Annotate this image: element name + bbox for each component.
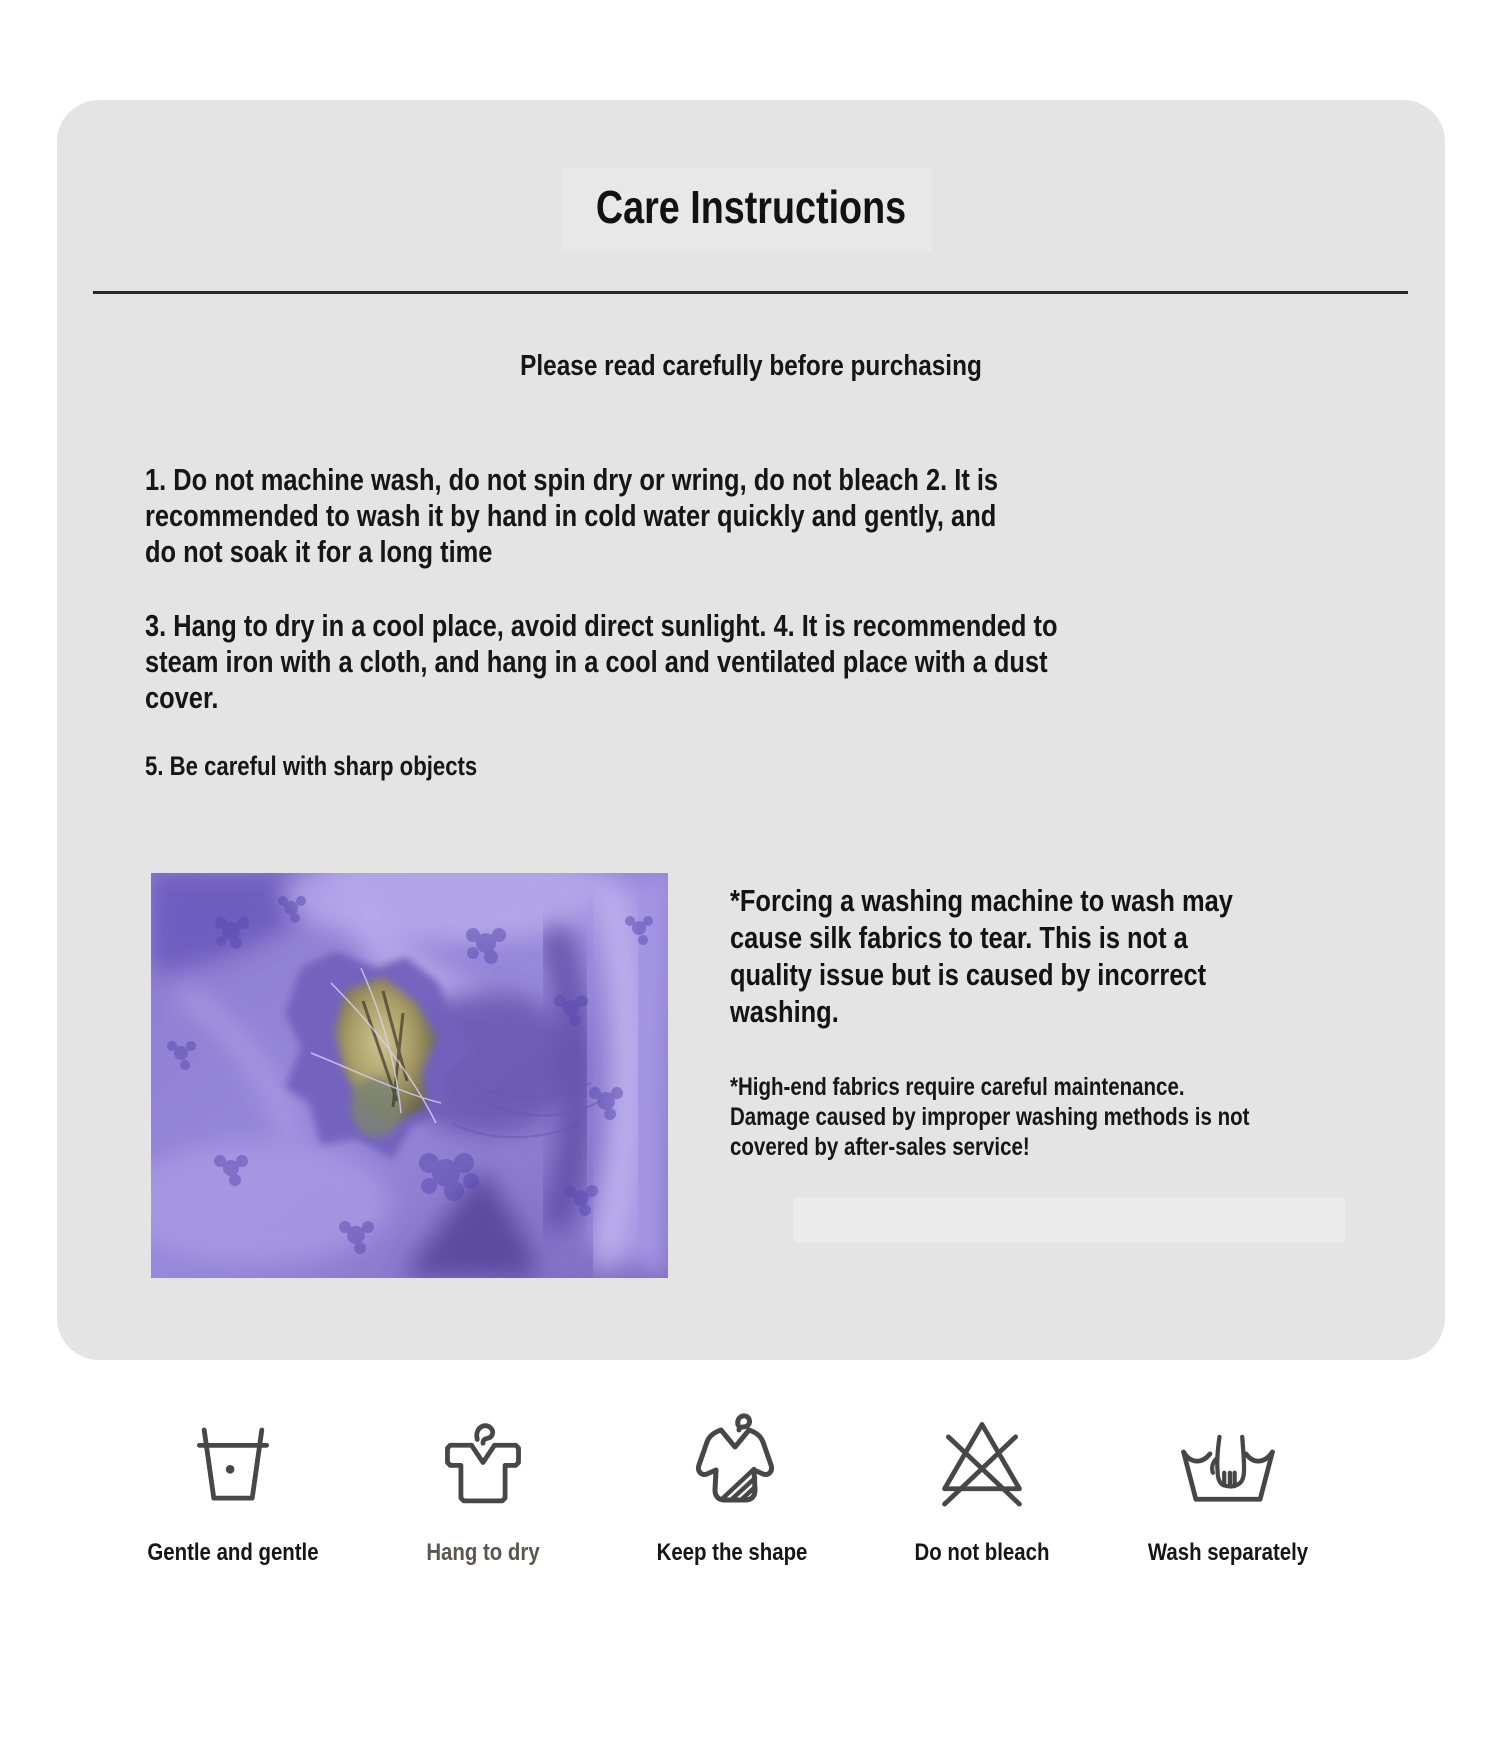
hand-wash-basin-icon xyxy=(1176,1431,1280,1507)
instruction-line: 1. Do not machine wash, do not spin dry or wring, do not bleach 2. It is xyxy=(145,462,999,497)
instruction-paragraph-3 xyxy=(145,750,477,782)
instruction-line: steam iron with a cloth, and hang in a cool and ventilated place with a dust xyxy=(145,644,1048,679)
care-instructions-card xyxy=(57,100,1445,1360)
icon-box xyxy=(113,1395,353,1507)
instruction-line: do not soak it for a long time xyxy=(145,534,493,569)
icon-box xyxy=(612,1395,852,1507)
purple-silk-fabric-image xyxy=(151,873,668,1278)
warning-line: covered by after-sales service! xyxy=(730,1133,1030,1161)
warning-line: *High-end fabrics require careful maintenance. xyxy=(730,1073,1185,1101)
highlight-band xyxy=(793,1197,1345,1243)
subtitle: Please read carefully before purchasing xyxy=(520,350,982,382)
instruction-line: 3. Hang to dry in a cool place, avoid direct sunlight. 4. It is recommended to xyxy=(145,608,1058,643)
care-symbol-label: Keep the shape xyxy=(656,1539,808,1566)
page-title: Care Instructions xyxy=(595,181,907,233)
after-sales-warning xyxy=(730,1072,1249,1162)
gentle-wash-basin-icon xyxy=(185,1425,281,1507)
instruction-line: cover. xyxy=(145,680,219,715)
care-symbol-label: Gentle and gentle xyxy=(147,1539,319,1566)
care-symbol-label: Wash separately xyxy=(1147,1539,1309,1566)
instruction-line: recommended to wash it by hand in cold water quickly and gently, and xyxy=(145,498,997,533)
warning-line: *Forcing a washing machine to wash may xyxy=(730,883,1233,918)
care-symbol-label: Do not bleach xyxy=(914,1539,1050,1566)
instruction-line: 5. Be careful with sharp objects xyxy=(145,751,478,781)
instruction-paragraph-2 xyxy=(145,608,1057,716)
care-symbols-row xyxy=(0,1395,1500,1595)
care-symbol-wash-separately xyxy=(1108,1395,1348,1567)
do-not-bleach-icon xyxy=(934,1411,1030,1507)
fabric-damage-photo xyxy=(151,873,668,1278)
care-symbol-label: Hang to dry xyxy=(426,1539,540,1566)
icon-box xyxy=(862,1395,1102,1507)
warning-line: cause silk fabrics to tear. This is not a xyxy=(730,920,1188,955)
care-symbol-hang-to-dry xyxy=(363,1395,603,1567)
warning-line: washing. xyxy=(730,994,839,1029)
warning-line: quality issue but is caused by incorrect xyxy=(730,957,1207,992)
instruction-paragraph-1 xyxy=(145,462,998,570)
icon-box xyxy=(363,1395,603,1507)
warning-line: Damage caused by improper washing methods is not xyxy=(730,1103,1250,1131)
care-symbol-gentle-wash xyxy=(113,1395,353,1567)
hang-dry-shirt-icon xyxy=(435,1418,531,1507)
machine-wash-warning xyxy=(730,882,1233,1030)
keep-shape-garment-icon xyxy=(682,1411,782,1507)
care-symbol-do-not-bleach xyxy=(862,1395,1102,1567)
care-symbol-keep-shape xyxy=(612,1395,852,1567)
icon-box xyxy=(1108,1395,1348,1507)
divider-line xyxy=(93,291,1408,294)
